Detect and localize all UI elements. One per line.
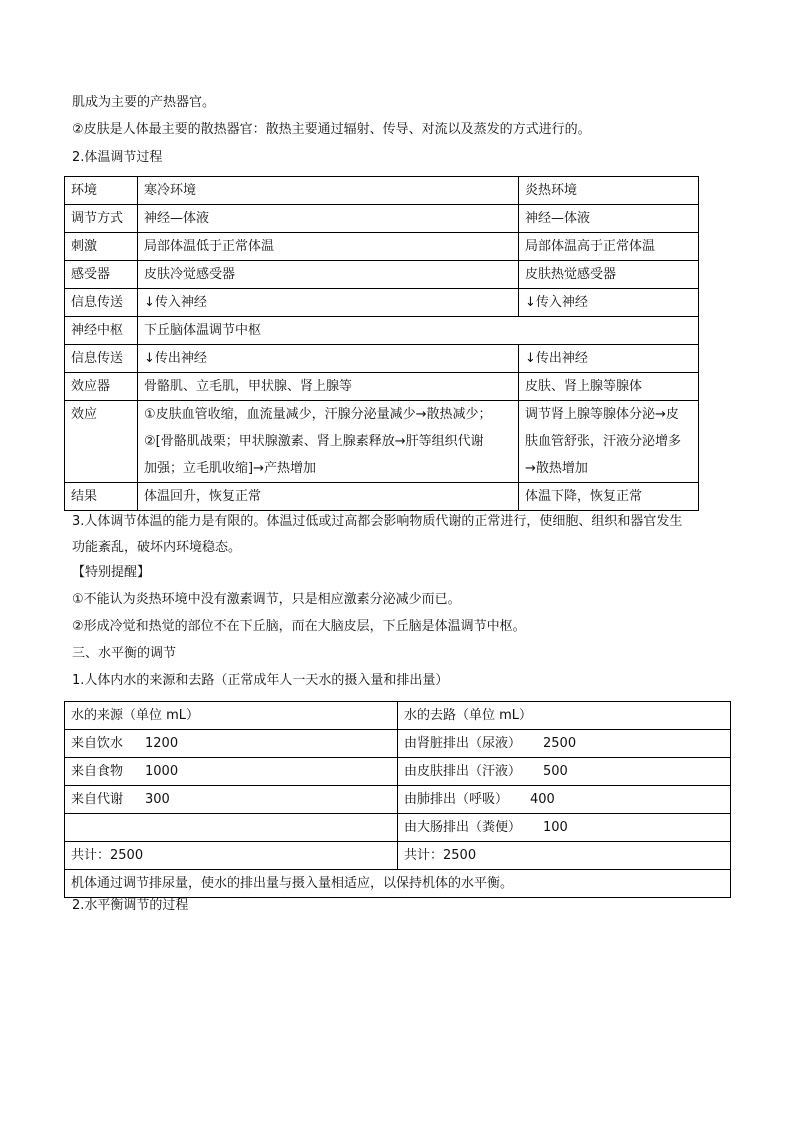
table-row <box>65 373 699 401</box>
output-amount: 100 <box>543 820 568 835</box>
cold-cell: 骨骼肌、立毛肌，甲状腺、肾上腺等 <box>138 373 519 401</box>
table-row <box>65 870 731 898</box>
output-name: 由肺排出（呼吸） <box>404 792 509 807</box>
cold-cell: ↓传出神经 <box>138 345 519 373</box>
source-cell <box>65 730 398 758</box>
cold-cell: 局部体温低于正常体温 <box>138 233 519 261</box>
row-label: 神经中枢 <box>65 317 138 345</box>
source-name: 来自代谢 <box>71 792 124 807</box>
cold-cell: ↓传入神经 <box>138 289 519 317</box>
output-cell <box>398 758 731 786</box>
reminder-title: 【特别提醒】 <box>72 565 151 580</box>
table-row <box>65 233 699 261</box>
effect-line: ②[骨骼肌战栗；甲状腺激素、肾上腺素释放→肝等组织代谢 <box>144 434 484 449</box>
table-row <box>65 483 699 511</box>
output-cell <box>398 814 731 842</box>
cold-cell: 体温回升，恢复正常 <box>138 483 519 511</box>
total-in-cell: 共计：2500 <box>65 842 398 870</box>
source-name: 来自食物 <box>71 764 124 779</box>
water-balance-table <box>64 701 731 898</box>
paragraph <box>72 509 732 561</box>
output-name: 由大肠排出（粪便） <box>404 820 522 835</box>
row-label: 刺激 <box>65 233 138 261</box>
section-heading: 2.水平衡调节的过程 <box>72 898 189 913</box>
table-row <box>65 261 699 289</box>
hot-cell: 局部体温高于正常体温 <box>519 233 699 261</box>
output-name: 由皮肤排出（汗液） <box>404 764 522 779</box>
paragraph-line: 3.人体调节体温的能力是有限的。体温过低或过高都会影响物质代谢的正常进行，使细胞、组织和器官发生 <box>72 514 683 529</box>
section-heading: 2.体温调节过程 <box>72 150 163 165</box>
source-amount: 1000 <box>145 764 179 779</box>
table-row <box>65 758 731 786</box>
cold-cell: 皮肤冷觉感受器 <box>138 261 519 289</box>
hot-cell: ↓传入神经 <box>519 289 699 317</box>
empty-cell <box>65 814 398 842</box>
row-label: 信息传送 <box>65 289 138 317</box>
row-label: 信息传送 <box>65 345 138 373</box>
hot-cell: ↓传出神经 <box>519 345 699 373</box>
effect-line: →散热增加 <box>525 461 588 476</box>
source-name: 来自饮水 <box>71 736 124 751</box>
table-row <box>65 289 699 317</box>
cold-cell <box>138 401 519 483</box>
output-amount: 400 <box>530 792 555 807</box>
paragraph-line: 肌成为主要的产热器官。 <box>72 95 216 110</box>
paragraph-line: 功能紊乱，破坏内环境稳态。 <box>72 540 242 555</box>
effect-line: 肤血管舒张，汗液分泌增多 <box>525 434 682 449</box>
section-heading: 三、水平衡的调节 <box>72 646 177 661</box>
hot-cell: 皮肤热觉感受器 <box>519 261 699 289</box>
header-cell: 环境 <box>65 177 138 205</box>
row-label: 调节方式 <box>65 205 138 233</box>
hot-cell: 体温下降，恢复正常 <box>519 483 699 511</box>
summary-cell: 机体通过调节排尿量，使水的排出量与摄入量相适应，以保持机体的水平衡。 <box>65 870 731 898</box>
header-cell: 水的去路（单位 mL） <box>398 702 731 730</box>
source-amount: 300 <box>145 792 170 807</box>
section-heading: 1.人体内水的来源和去路（正常成年人一天水的摄入量和排出量） <box>72 673 449 688</box>
effect-line: 调节肾上腺等腺体分泌→皮 <box>525 407 679 422</box>
header-cell: 水的来源（单位 mL） <box>65 702 398 730</box>
paragraph-line: ②皮肤是人体最主要的散热器官：散热主要通过辐射、传导、对流以及蒸发的方式进行的。 <box>72 122 591 137</box>
output-name: 由肾脏排出（尿液） <box>404 736 522 751</box>
output-cell <box>398 786 731 814</box>
row-label: 效应器 <box>65 373 138 401</box>
header-cell: 炎热环境 <box>519 177 699 205</box>
table-row <box>65 814 731 842</box>
reminder-item: ①不能认为炎热环境中没有激素调节，只是相应激素分泌减少而已。 <box>72 592 461 607</box>
output-cell <box>398 730 731 758</box>
effect-line: 加强；立毛肌收缩]→产热增加 <box>144 461 316 476</box>
table-header-row <box>65 702 731 730</box>
hot-cell: 神经—体液 <box>519 205 699 233</box>
reminder-item: ②形成冷觉和热觉的部位不在下丘脑，而在大脑皮层，下丘脑是体温调节中枢。 <box>72 619 526 634</box>
table-header-row <box>65 177 699 205</box>
row-label: 效应 <box>65 401 138 483</box>
table-row <box>65 842 731 870</box>
hot-cell: 皮肤、肾上腺等腺体 <box>519 373 699 401</box>
table-row <box>65 786 731 814</box>
table-row <box>65 345 699 373</box>
total-out-cell: 共计：2500 <box>398 842 731 870</box>
row-label: 结果 <box>65 483 138 511</box>
cold-cell: 神经—体液 <box>138 205 519 233</box>
table-row <box>65 401 699 483</box>
source-amount: 1200 <box>145 736 179 751</box>
effect-line: ①皮肤血管收缩，血流量减少，汗腺分泌量减少→散热减少； <box>144 407 492 422</box>
output-amount: 2500 <box>543 736 577 751</box>
merged-cell: 下丘脑体温调节中枢 <box>138 317 699 345</box>
temperature-regulation-table <box>64 176 699 511</box>
row-label: 感受器 <box>65 261 138 289</box>
table-row <box>65 205 699 233</box>
output-amount: 500 <box>543 764 568 779</box>
source-cell <box>65 786 398 814</box>
table-row <box>65 730 731 758</box>
source-cell <box>65 758 398 786</box>
header-cell: 寒冷环境 <box>138 177 519 205</box>
table-row <box>65 317 699 345</box>
hot-cell <box>519 401 699 483</box>
